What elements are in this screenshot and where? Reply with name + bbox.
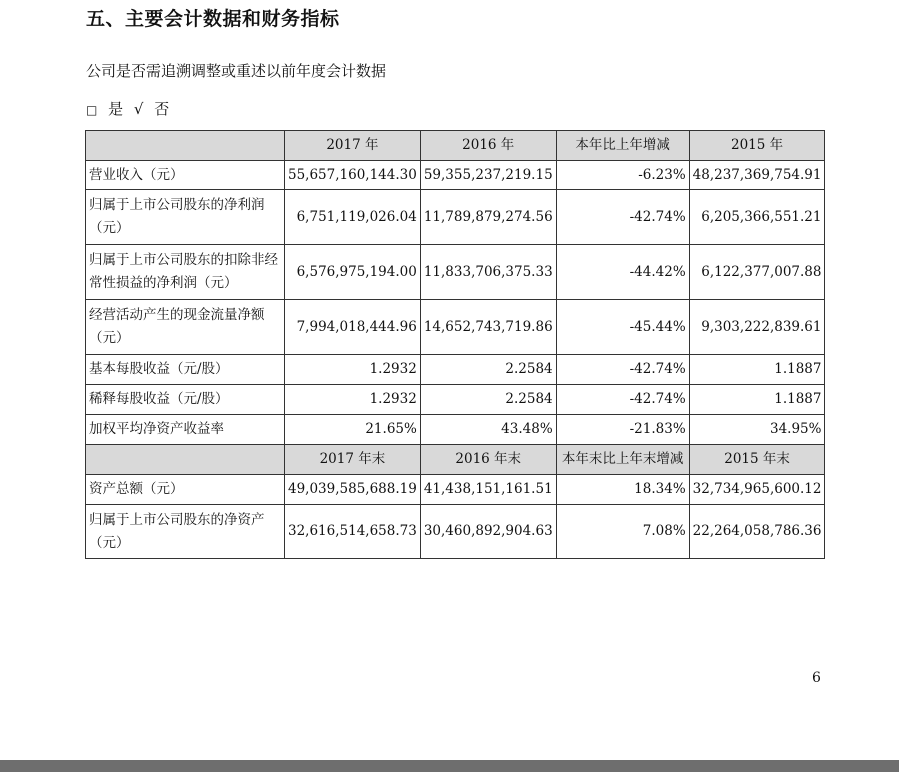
- cell-value: 34.95%: [689, 415, 825, 445]
- cell-value: -21.83%: [556, 415, 689, 445]
- table-header-row: [86, 131, 825, 161]
- financial-data-table: [85, 130, 825, 559]
- section-title: 五、主要会计数据和财务指标: [86, 8, 340, 30]
- header-cell: [86, 131, 285, 161]
- cell-value: 43.48%: [420, 415, 556, 445]
- cell-value: 55,657,160,144.30: [285, 161, 421, 190]
- table-row: [86, 190, 825, 245]
- header-cell: 本年比上年增减: [556, 131, 689, 161]
- row-label: 归属于上市公司股东的净利润（元）: [86, 190, 285, 245]
- row-label: 归属于上市公司股东的扣除非经常性损益的净利润（元）: [86, 245, 285, 300]
- table-row: [86, 245, 825, 300]
- row-label: 归属于上市公司股东的净资产（元）: [86, 505, 285, 559]
- cell-value: 11,833,706,375.33: [420, 245, 556, 300]
- cell-value: 9,303,222,839.61: [689, 300, 825, 355]
- cell-value: 41,438,151,161.51: [420, 475, 556, 505]
- table-row: [86, 475, 825, 505]
- cell-value: 14,652,743,719.86: [420, 300, 556, 355]
- page-number: 6: [812, 670, 821, 686]
- cell-value: -45.44%: [556, 300, 689, 355]
- cell-value: 1.1887: [689, 385, 825, 415]
- cell-value: -42.74%: [556, 355, 689, 385]
- footer-bar: [0, 760, 899, 772]
- header-cell: 2016 年末: [420, 445, 556, 475]
- table-row: [86, 415, 825, 445]
- row-label: 资产总额（元）: [86, 475, 285, 505]
- no-label: 否: [154, 100, 170, 118]
- cell-value: 2.2584: [420, 385, 556, 415]
- header-cell: 2016 年: [420, 131, 556, 161]
- row-label: 基本每股收益（元/股）: [86, 355, 285, 385]
- table-row: [86, 161, 825, 190]
- cell-value: 49,039,585,688.19: [285, 475, 421, 505]
- cell-value: -42.74%: [556, 385, 689, 415]
- cell-value: 1.2932: [285, 355, 421, 385]
- checkmark-icon[interactable]: √: [133, 100, 144, 118]
- cell-value: 1.1887: [689, 355, 825, 385]
- cell-value: 22,264,058,786.36: [689, 505, 825, 559]
- header-cell: [86, 445, 285, 475]
- table-row: [86, 505, 825, 559]
- cell-value: 7,994,018,444.96: [285, 300, 421, 355]
- yes-label: 是: [108, 100, 124, 118]
- table-row: [86, 300, 825, 355]
- row-label: 营业收入（元）: [86, 161, 285, 190]
- cell-value: 11,789,879,274.56: [420, 190, 556, 245]
- cell-value: 21.65%: [285, 415, 421, 445]
- cell-value: 7.08%: [556, 505, 689, 559]
- restatement-options: [86, 98, 175, 119]
- yes-checkbox-icon[interactable]: □: [86, 103, 98, 117]
- header-cell: 2017 年: [285, 131, 421, 161]
- cell-value: -42.74%: [556, 190, 689, 245]
- cell-value: 2.2584: [420, 355, 556, 385]
- cell-value: -44.42%: [556, 245, 689, 300]
- table-row: [86, 385, 825, 415]
- table-header-row: [86, 445, 825, 475]
- table-row: [86, 355, 825, 385]
- cell-value: 1.2932: [285, 385, 421, 415]
- cell-value: -6.23%: [556, 161, 689, 190]
- header-cell: 2017 年末: [285, 445, 421, 475]
- cell-value: 6,751,119,026.04: [285, 190, 421, 245]
- cell-value: 6,205,366,551.21: [689, 190, 825, 245]
- header-cell: 2015 年末: [689, 445, 825, 475]
- cell-value: 59,355,237,219.15: [420, 161, 556, 190]
- cell-value: 6,122,377,007.88: [689, 245, 825, 300]
- cell-value: 30,460,892,904.63: [420, 505, 556, 559]
- row-label: 经营活动产生的现金流量净额（元）: [86, 300, 285, 355]
- row-label: 稀释每股收益（元/股）: [86, 385, 285, 415]
- row-label: 加权平均净资产收益率: [86, 415, 285, 445]
- cell-value: 32,734,965,600.12: [689, 475, 825, 505]
- restatement-question: 公司是否需追溯调整或重述以前年度会计数据: [86, 62, 387, 80]
- cell-value: 18.34%: [556, 475, 689, 505]
- header-cell: 本年末比上年末增减: [556, 445, 689, 475]
- header-cell: 2015 年: [689, 131, 825, 161]
- cell-value: 48,237,369,754.91: [689, 161, 825, 190]
- cell-value: 6,576,975,194.00: [285, 245, 421, 300]
- cell-value: 32,616,514,658.73: [285, 505, 421, 559]
